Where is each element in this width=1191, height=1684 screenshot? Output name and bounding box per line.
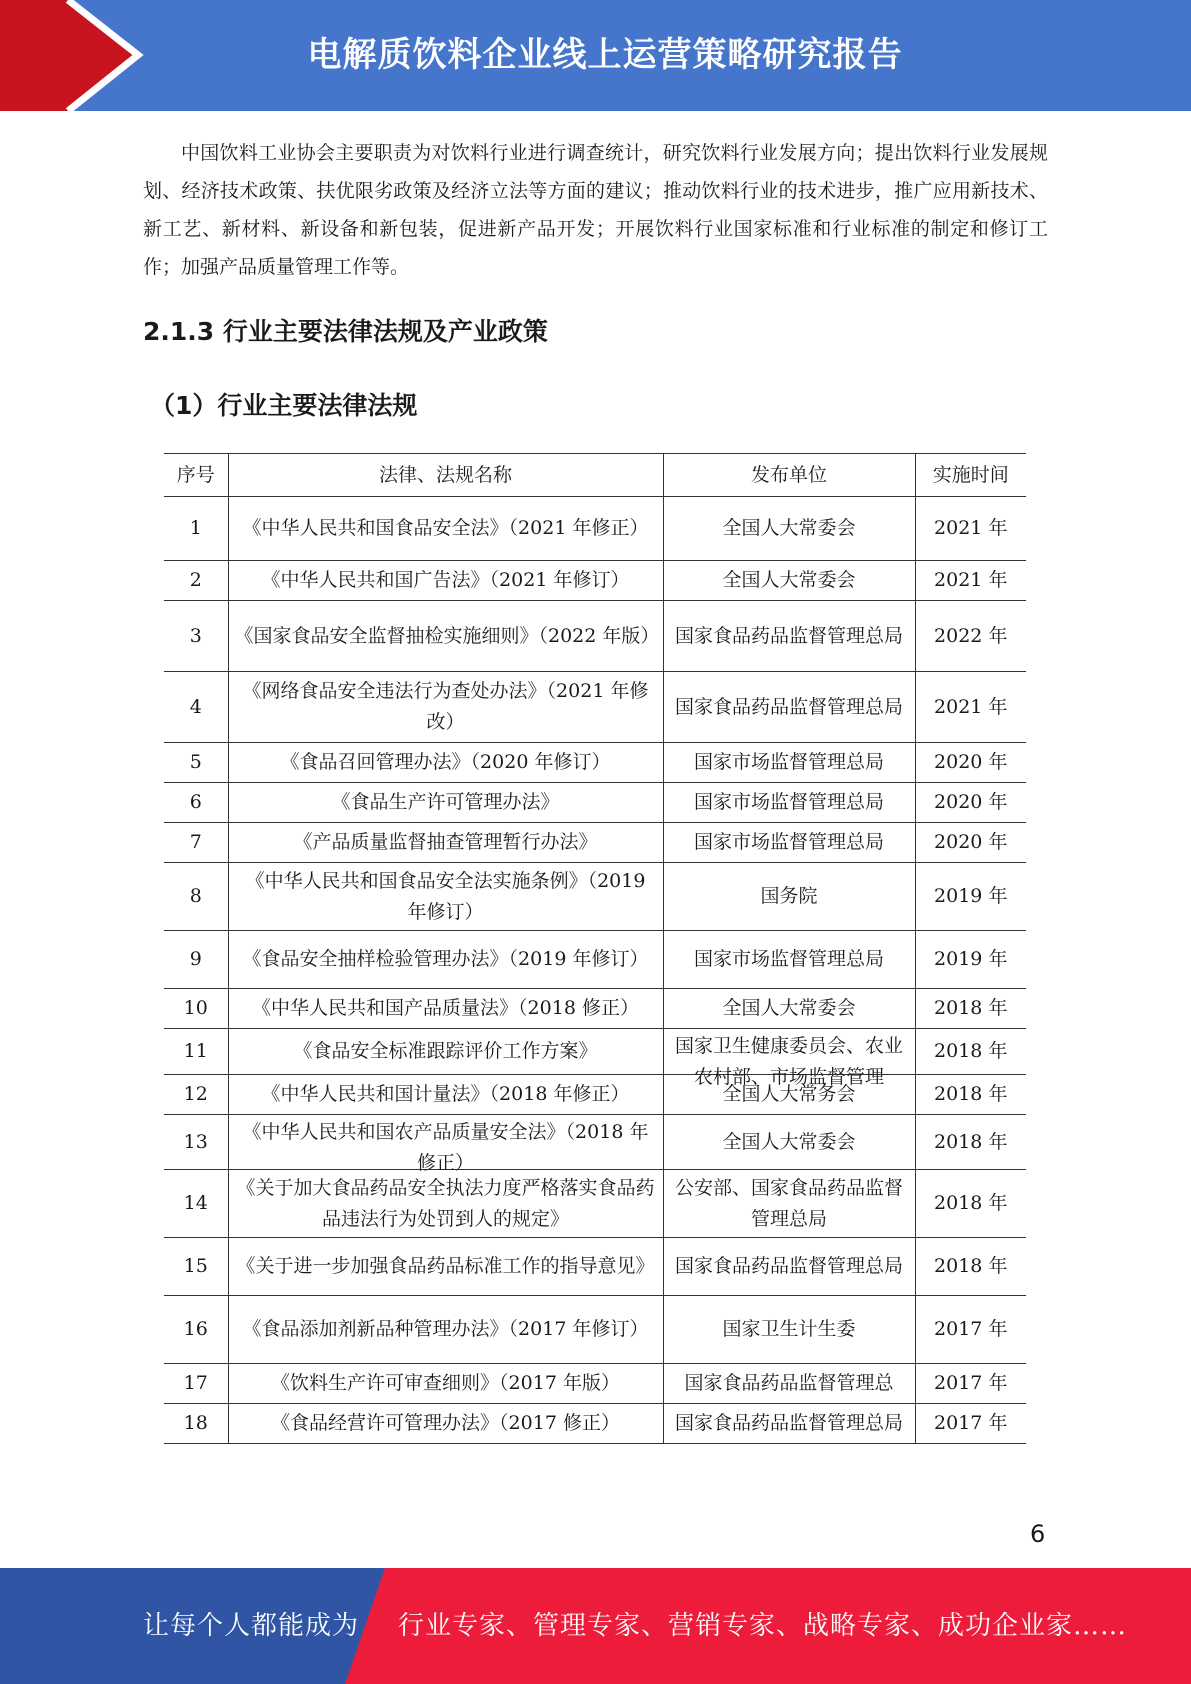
laws-table — [164, 453, 1026, 1444]
cell-law-name — [228, 1364, 663, 1404]
cell-law-name — [228, 989, 663, 1029]
cell-effective-date-text: 2019 年 — [934, 885, 1008, 907]
cell-number-text: 3 — [189, 624, 202, 647]
cell-issuer — [663, 1115, 915, 1170]
cell-issuer-text: 公安部、国家食品药品监督管理总局 — [674, 1176, 903, 1230]
cell-law-name — [228, 1029, 663, 1075]
cell-effective-date-text: 2019 年 — [934, 948, 1008, 970]
cell-law-name — [228, 1296, 663, 1364]
cell-law-name — [228, 1238, 663, 1296]
cell-law-name — [228, 863, 663, 931]
cell-issuer-text: 国家市场监督管理总局 — [693, 751, 884, 773]
laws-table-container — [164, 453, 1026, 1458]
cell-issuer — [663, 601, 915, 672]
cell-issuer — [663, 931, 915, 989]
table-row — [164, 672, 1026, 743]
cell-law-name-text: 《中华人民共和国广告法》（2021 年修订） — [261, 569, 630, 591]
cell-law-name-text: 《网络食品安全违法行为查处办法》（2021 年修改） — [242, 680, 649, 733]
cell-number-text: 16 — [183, 1318, 208, 1340]
cell-issuer-text: 国家市场监督管理总局 — [693, 791, 884, 813]
cell-number — [164, 783, 228, 823]
cell-effective-date — [915, 1115, 1026, 1170]
cell-law-name-text: 《食品安全抽样检验管理办法》（2019 年修订） — [242, 948, 649, 970]
cell-issuer — [663, 1404, 915, 1444]
cell-law-name — [228, 497, 663, 561]
cell-issuer — [663, 1170, 915, 1238]
cell-effective-date — [915, 1364, 1026, 1404]
cell-effective-date — [915, 823, 1026, 863]
cell-effective-date — [915, 1296, 1026, 1364]
cell-effective-date-text: 2018 年 — [934, 1255, 1008, 1277]
cell-number — [164, 989, 228, 1029]
cell-issuer-text: 国家食品药品监督管理总局 — [674, 1255, 903, 1277]
cell-number — [164, 743, 228, 783]
table-row — [164, 497, 1026, 561]
cell-effective-date-text: 2018 年 — [934, 1192, 1008, 1214]
footer-slogan-roles: 行业专家、管理专家、营销专家、战略专家、成功企业家…… — [398, 1611, 1128, 1641]
cell-number-text: 17 — [183, 1372, 208, 1394]
cell-law-name — [228, 672, 663, 743]
cell-number-text: 11 — [183, 1040, 208, 1062]
cell-effective-date — [915, 1075, 1026, 1115]
cell-number — [164, 1115, 228, 1170]
cell-law-name — [228, 743, 663, 783]
cell-number — [164, 1170, 228, 1238]
footer-slogan-lead: 让每个人都能成为 — [143, 1611, 360, 1641]
cell-effective-date — [915, 601, 1026, 672]
table-row — [164, 601, 1026, 672]
cell-number-text: 7 — [189, 831, 202, 853]
cell-issuer — [663, 989, 915, 1029]
cell-effective-date — [915, 863, 1026, 931]
table-row — [164, 743, 1026, 783]
cell-issuer — [663, 1364, 915, 1404]
cell-number-text: 2 — [189, 569, 202, 591]
cell-law-name-text: 《食品生产许可管理办法》 — [331, 791, 560, 813]
section-heading: 2.1.3 行业主要法律法规及产业政策 — [143, 317, 548, 346]
cell-issuer-text: 全国人大常委会 — [722, 1130, 856, 1153]
intro-paragraph: 中国饮料工业协会主要职责为对饮料行业进行调查统计，研究饮料行业发展方向；提出饮料行业发展规划、经济技术政策、扶优限劣政策及经济立法等方面的建议；推动饮料行业的技术进步，推广应用新技术、新工艺、新材料、新设备和新包装，促进新产品开发；开展饮料行业国家标准和行业标准的制定和修订工作；加强产品质量管理工作等。 — [143, 142, 1048, 278]
cell-number — [164, 1296, 228, 1364]
cell-law-name — [228, 823, 663, 863]
cell-law-name-text: 《食品召回管理办法》（2020 年修订） — [280, 751, 611, 773]
table-row — [164, 1404, 1026, 1444]
cell-issuer-text: 国家市场监督管理总局 — [693, 831, 884, 853]
cell-law-name — [228, 561, 663, 601]
cell-issuer — [663, 823, 915, 863]
cell-effective-date-text: 2017 年 — [934, 1318, 1008, 1340]
cell-number-text: 6 — [189, 791, 202, 813]
table-row — [164, 1296, 1026, 1364]
cell-effective-date-text: 2021 年 — [934, 517, 1008, 539]
page-number: 6 — [1030, 1520, 1046, 1548]
cell-law-name-text: 《食品安全标准跟踪评价工作方案》 — [293, 1040, 598, 1062]
table-row — [164, 1364, 1026, 1404]
table-row — [164, 561, 1026, 601]
cell-effective-date — [915, 989, 1026, 1029]
table-row — [164, 863, 1026, 931]
cell-issuer-text: 国家卫生健康委员会、农业农村部、市场监督管理 — [674, 1034, 903, 1088]
table-body — [164, 497, 1026, 1444]
cell-effective-date-text: 2017 年 — [934, 1372, 1008, 1394]
cell-number — [164, 863, 228, 931]
cell-law-name-text: 《关于进一步加强食品药品标准工作的指导意见》 — [236, 1255, 655, 1277]
report-title: 电解质饮料企业线上运营策略研究报告 — [307, 35, 903, 75]
table-row — [164, 1115, 1026, 1170]
cell-issuer-text: 国家食品药品监督管理总局 — [674, 695, 903, 718]
table-row — [164, 1170, 1026, 1238]
cell-law-name — [228, 931, 663, 989]
cell-issuer — [663, 743, 915, 783]
cell-law-name-text: 《食品添加剂新品种管理办法》（2017 年修订） — [242, 1318, 649, 1340]
cell-number-text: 4 — [189, 695, 202, 718]
cell-number-text: 1 — [189, 517, 202, 539]
table-row — [164, 783, 1026, 823]
cell-effective-date — [915, 1029, 1026, 1075]
cell-effective-date — [915, 1170, 1026, 1238]
cell-number-text: 5 — [189, 751, 202, 773]
cell-number — [164, 1404, 228, 1444]
cell-issuer — [663, 1296, 915, 1364]
cell-issuer-text: 全国人大常委会 — [722, 569, 856, 591]
cell-number — [164, 1075, 228, 1115]
cell-law-name-text: 《国家食品安全监督抽检实施细则》（2022 年版） — [234, 624, 660, 647]
cell-effective-date-text: 2020 年 — [934, 791, 1008, 813]
cell-law-name-text: 《中华人民共和国食品安全法实施条例》（2019 年修订） — [245, 869, 646, 923]
cell-law-name-text: 《中华人民共和国农产品质量安全法》（2018 年修正） — [242, 1120, 649, 1174]
cell-issuer — [663, 1029, 915, 1088]
cell-law-name — [228, 1075, 663, 1115]
cell-issuer — [663, 672, 915, 743]
cell-law-name-text: 《中华人民共和国产品质量法》（2018 修正） — [252, 997, 639, 1019]
cell-effective-date — [915, 931, 1026, 989]
cell-law-name-text: 《饮料生产许可审查细则》（2017 年版） — [271, 1372, 620, 1394]
cell-issuer — [663, 1238, 915, 1296]
cell-issuer-text: 国家卫生计生委 — [722, 1318, 856, 1340]
cell-number — [164, 823, 228, 863]
cell-effective-date-text: 2017 年 — [934, 1412, 1008, 1434]
cell-effective-date-text: 2018 年 — [934, 1083, 1008, 1105]
cell-effective-date-text: 2018 年 — [934, 1130, 1008, 1153]
cell-issuer — [663, 497, 915, 561]
cell-law-name-text: 《中华人民共和国食品安全法》（2021 年修正） — [242, 517, 649, 539]
cell-issuer-text: 国家食品药品监督管理总局 — [674, 624, 903, 647]
cell-number — [164, 601, 228, 672]
cell-law-name-text: 《中华人民共和国计量法》（2018 年修正） — [261, 1083, 630, 1105]
table-row — [164, 931, 1026, 989]
cell-number-text: 9 — [189, 948, 202, 970]
cell-number-text: 8 — [189, 885, 202, 907]
cell-issuer-text: 全国人大常委会 — [722, 997, 856, 1019]
table-header-row — [164, 454, 1026, 497]
cell-effective-date-text: 2018 年 — [934, 1040, 1008, 1062]
cell-issuer-text: 全国人大常务会 — [722, 1083, 856, 1105]
cell-effective-date-text: 2021 年 — [934, 695, 1008, 718]
cell-effective-date — [915, 743, 1026, 783]
cell-effective-date-text: 2021 年 — [934, 569, 1008, 591]
cell-number — [164, 931, 228, 989]
cell-effective-date — [915, 497, 1026, 561]
cell-issuer-text: 国家食品药品监督管理总 — [684, 1372, 894, 1394]
cell-issuer — [663, 561, 915, 601]
table-row — [164, 1075, 1026, 1115]
column-header-issuer: 发布单位 — [663, 454, 915, 497]
cell-number-text: 15 — [183, 1255, 208, 1277]
cell-effective-date — [915, 561, 1026, 601]
cell-effective-date-text: 2018 年 — [934, 997, 1008, 1019]
cell-law-name-text: 《食品经营许可管理办法》（2017 修正） — [271, 1412, 620, 1434]
column-header-law-name: 法律、法规名称 — [228, 454, 663, 497]
page-header — [0, 0, 1191, 111]
table-row — [164, 989, 1026, 1029]
cell-law-name — [228, 601, 663, 672]
cell-law-name — [228, 783, 663, 823]
cell-number — [164, 497, 228, 561]
cell-number-text: 10 — [183, 997, 208, 1019]
cell-number — [164, 1364, 228, 1404]
cell-issuer-text: 全国人大常委会 — [722, 517, 856, 539]
cell-number — [164, 1238, 228, 1296]
cell-number — [164, 561, 228, 601]
cell-number-text: 13 — [183, 1130, 208, 1153]
cell-issuer-text: 国家市场监督管理总局 — [693, 948, 884, 970]
cell-number-text: 12 — [183, 1083, 208, 1105]
cell-law-name-text: 《关于加大食品药品安全执法力度严格落实食品药品违法行为处罚到人的规定》 — [236, 1176, 655, 1230]
cell-number — [164, 672, 228, 743]
cell-effective-date — [915, 1238, 1026, 1296]
cell-effective-date — [915, 672, 1026, 743]
cell-effective-date-text: 2020 年 — [934, 751, 1008, 773]
cell-issuer-text: 国家食品药品监督管理总局 — [674, 1412, 903, 1434]
table-row — [164, 823, 1026, 863]
cell-effective-date-text: 2022 年 — [934, 624, 1008, 647]
cell-effective-date-text: 2020 年 — [934, 831, 1008, 853]
subsection-heading: （1）行业主要法律法规 — [150, 391, 418, 420]
cell-number — [164, 1029, 228, 1075]
cell-law-name — [228, 1404, 663, 1444]
cell-law-name — [228, 1115, 663, 1174]
cell-issuer — [663, 863, 915, 931]
cell-effective-date — [915, 1404, 1026, 1444]
cell-law-name-text: 《产品质量监督抽查管理暂行办法》 — [293, 831, 598, 853]
cell-number-text: 18 — [183, 1412, 208, 1434]
column-header-number: 序号 — [164, 454, 228, 497]
table-row — [164, 1238, 1026, 1296]
cell-issuer-text: 国务院 — [760, 885, 818, 907]
cell-issuer — [663, 783, 915, 823]
column-header-effective-date: 实施时间 — [915, 454, 1026, 497]
cell-effective-date — [915, 783, 1026, 823]
cell-law-name — [228, 1170, 663, 1238]
page-footer — [0, 1568, 1191, 1684]
table-row — [164, 1029, 1026, 1075]
cell-number-text: 14 — [183, 1192, 208, 1214]
